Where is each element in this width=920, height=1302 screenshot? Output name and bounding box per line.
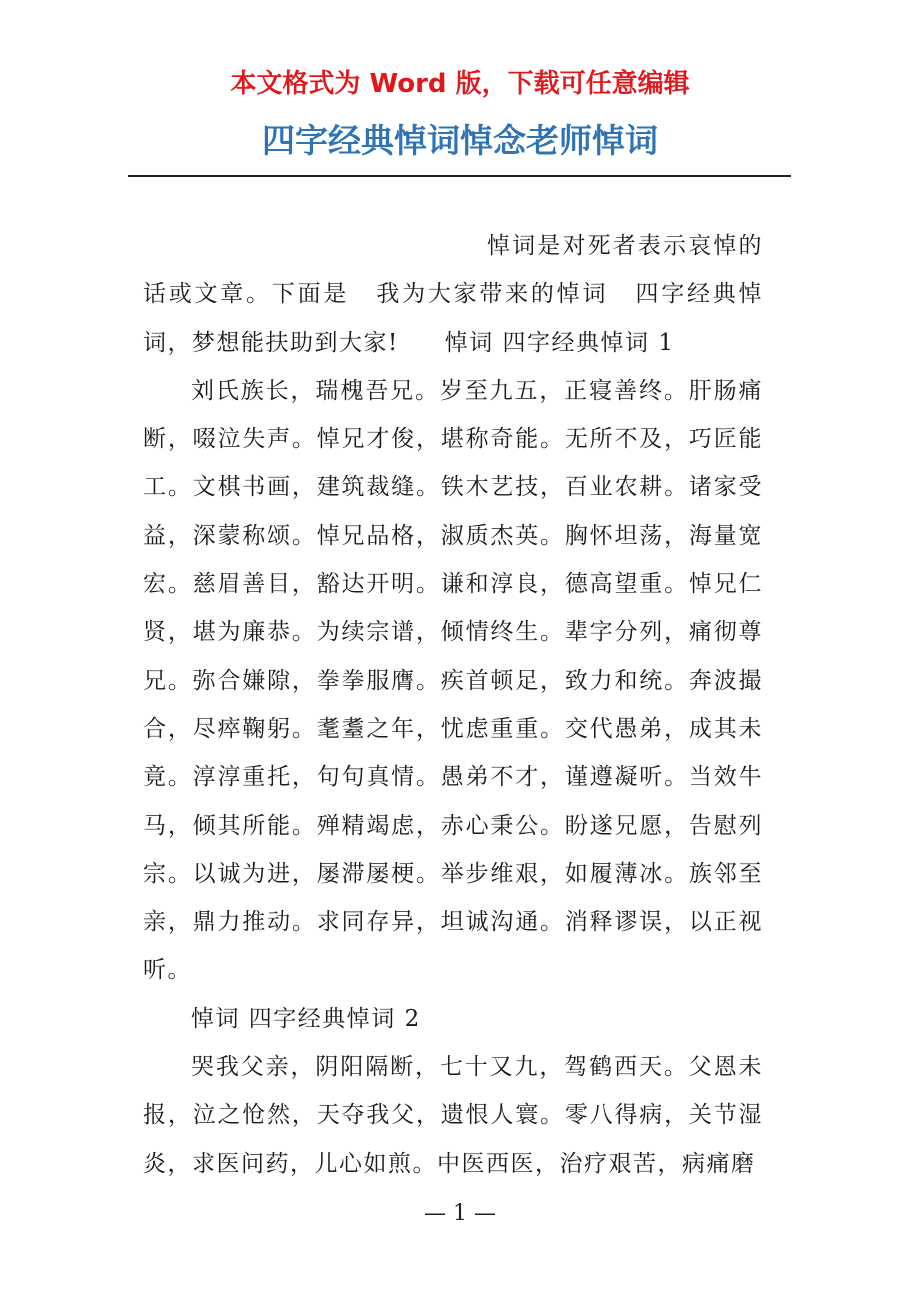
document-title: 四字经典悼词悼念老师悼词 [262, 121, 658, 160]
intro-text-2: 我为大家带来的悼词 [375, 281, 609, 308]
section1-heading: 悼词 四字经典悼词 1 [444, 329, 675, 356]
page-number: — 1 — [424, 1201, 496, 1226]
section2-paragraph: 哭我父亲，阴阳隔断，七十又九，驾鹤西天。父恩未报，泣之怆然，天夺我父，遗恨人寰。零八得病，关节湿炎，求医问药，儿心如煎。中医西医，治疗艰苦，病痛磨 [143, 1054, 763, 1177]
intro-text-3: 四字经典悼词，梦想能扶助到大家! [143, 281, 764, 356]
intro-paragraph [143, 222, 763, 367]
document-body [143, 222, 763, 1188]
title-divider [128, 175, 791, 177]
section2-heading: 悼词 四字经典悼词 2 [191, 1005, 421, 1032]
format-notice-banner: 本文格式为 Word 版，下载可任意编辑 [230, 69, 690, 99]
intro-text-1: 悼词是对死者表示哀悼的话或文章。下面是 [143, 233, 763, 308]
section1-paragraph: 刘氏族长，瑞槐吾兄。岁至九五，正寝善终。肝肠痛断，啜泣失声。悼兄才俊，堪称奇能。无所不及，巧匠能工。文棋书画，建筑裁缝。铁木艺技，百业农耕。诸家受益，深蒙称颂。悼兄品格，淑质杰英。胸怀坦荡，海量宽宏。慈眉善目，豁达开明。谦和淳良，德高望重。悼兄仁贤，堪为廉恭。为续宗谱，倾情终生。辈字分列，痛彻尊兄。弥合嫌隙，拳拳服膺。疾首顿足，致力和统。奔波撮合，尽瘁鞠躬。耄耋之年，忧虑重重。交代愚弟，成其未竟。淳淳重托，句句真情。愚弟不才，谨遵凝听。当效牛马，倾其所能。殚精竭虑，赤心秉公。盼遂兄愿，告慰列宗。以诚为进，屡滞屡梗。举步维艰，如履薄冰。族邻至亲，鼎力推动。求同存异，坦诚沟通。消释谬误，以正视听。 [143, 377, 763, 984]
